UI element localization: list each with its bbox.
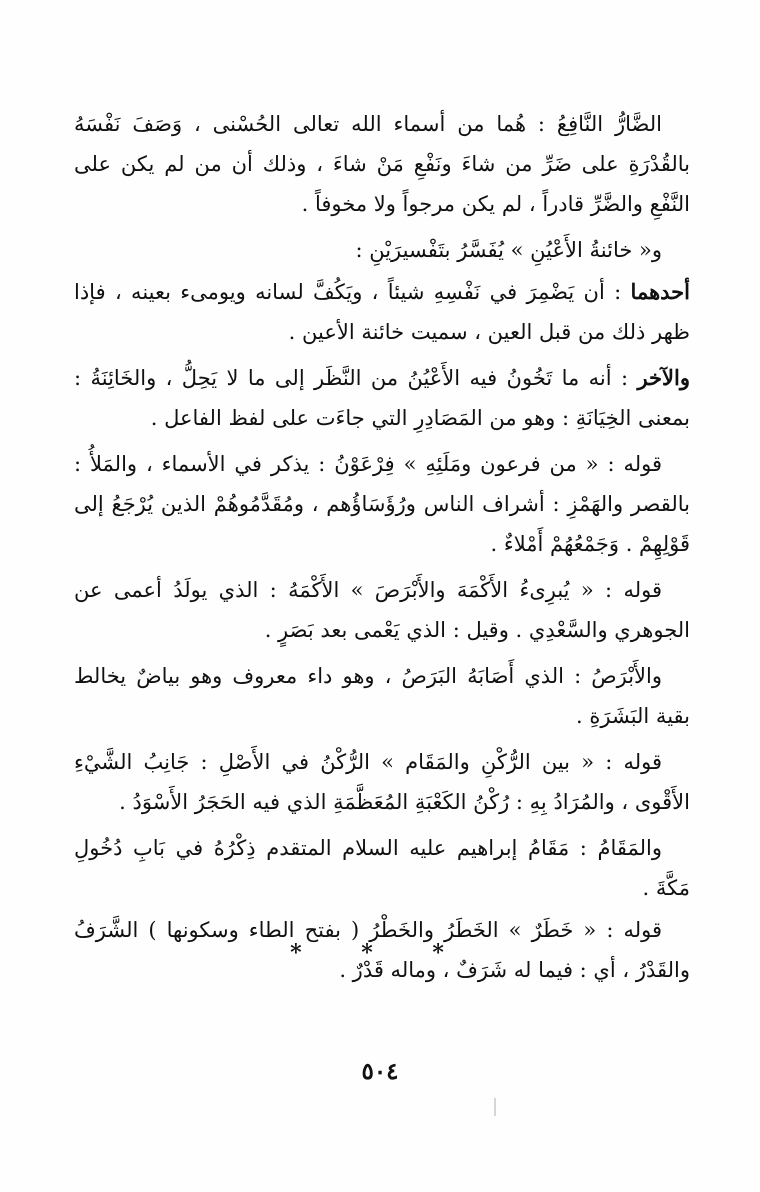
paragraph-first-interpretation (74, 272, 690, 352)
main-text (74, 104, 690, 996)
paragraph-second-interpretation (74, 358, 690, 438)
paragraph-lead: أحدهما (630, 279, 690, 304)
page-number: ٥٠٤ (361, 1058, 399, 1085)
section-divider: * * * (290, 940, 470, 966)
paragraph-text: : أنه ما تَخُونُ فيه الأَعْيُنُ من النَّظَر إلى ما لا يَحِلُّ ، والخَائِنَةُ : بمعنى الخِيَانَةِ : وهو من المَصَادِرِ التي جاءَت على لفظ الفاعل . (74, 366, 690, 430)
paragraph-akmah (74, 570, 690, 650)
paragraph-firawn (74, 444, 690, 564)
paragraph-maqam (74, 828, 690, 908)
paragraph-text: الضَّارُّ النَّافِعُ : هُما من أسماء الله تعالى الحُسْنى ، وَصَفَ نَفْسَهُ بالقُدْرَةِ على ضَرِّ من شاءَ ونَفْعِ مَنْ شاءَ ، وذلك أن من لم يكن على النَّفْعِ والضَّرِّ قادراً ، لم يكن مرجواً ولا مخوفاً . (74, 112, 690, 216)
paragraph-text: والمَقَامُ : مَقَامُ إبراهيم عليه السلام المتقدم ذِكْرُهُ في بَابِ دُخُولِ مَكَّةَ . (74, 836, 690, 900)
paragraph-text: قوله : « يُبرِىءُ الأَكْمَهَ والأَبْرَصَ » الأَكْمَهُ : الذي يولَدُ أعمى عن الجوهري والسَّعْدِي . وقيل : الذي يَعْمى بعد بَصَرٍ . (74, 578, 690, 642)
paragraph-abras (74, 656, 690, 736)
paragraph-text: : أن يَضْمِرَ في نَفْسِهِ شيئاً ، ويَكُفَّ لسانه ويومىء بعينه ، فإذا ظهر ذلك من قبل العين ، سميت خائنة الأعين . (74, 280, 690, 344)
paragraph-text: و« خائنةُ الأَعْيُنِ » يُفَسَّرُ بتَفْسيرَيْنِ : (355, 238, 662, 262)
scan-mark (494, 1098, 496, 1116)
paragraph-rukn-maqam (74, 742, 690, 822)
paragraph-lead: والآخر (637, 365, 690, 390)
paragraph-text: والأَبْرَصُ : الذي أَصَابَهُ البَرَصُ ، وهو داء معروف وهو بياضٌ يخالط بقية البَشَرَةِ . (74, 664, 690, 728)
paragraph-text: قوله : « من فرعون ومَلَئِهِ » فِرْعَوْنُ : يذكر في الأسماء ، والمَلأُ : بالقصر والهَمْزِ : أشراف الناس ورُؤَسَاؤُهم ، ومُقَدَّمُوهُمْ الذين يُرْجَعُ إلى قَوْلِهِمْ . وَجَمْعُهُمْ أَمْلاءٌ . (74, 452, 690, 556)
paragraph-khainat-al-ayun (74, 230, 690, 270)
paragraph-text: قوله : « بين الرُّكْنِ والمَقَام » الرُّكْنُ في الأَصْلِ : جَانِبُ الشَّيْءِ الأَقْوى ، والمُرَادُ بِهِ : رُكْنُ الكَعْبَةِ المُعَظَّمَةِ الذي فيه الحَجَرُ الأَسْوَدُ . (74, 750, 690, 814)
paragraph-text: قوله : « خَطَرٌ » الخَطَرُ والخَطْرُ ( بفتح الطاء وسكونها ) الشَّرَفُ والقَدْرُ ، أي : فيما له شَرَفٌ ، وماله قَدْرٌ . (74, 918, 690, 982)
paragraph-dar-nafi (74, 104, 690, 224)
